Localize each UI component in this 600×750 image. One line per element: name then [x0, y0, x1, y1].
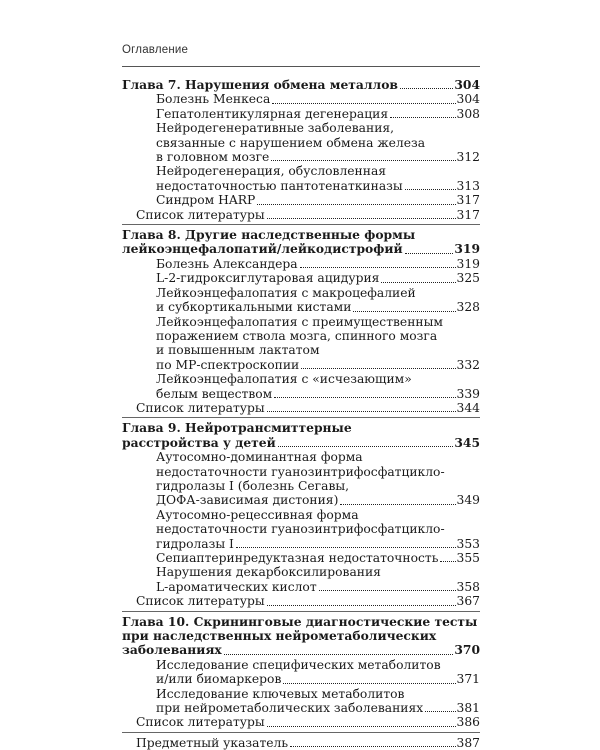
section-entry[interactable] [122, 658, 480, 687]
entry-text-line: Глава 7. Нарушения обмена металлов [122, 77, 398, 92]
entry-text-line: Лейкоэнцефалопатия с макроцефалией [156, 285, 416, 300]
references-label: Список литературы [136, 207, 265, 222]
page-number: 319 [454, 241, 480, 257]
section-entry[interactable] [122, 193, 480, 207]
page-number: 313 [456, 178, 480, 193]
page-number: 328 [456, 300, 480, 315]
dot-leader [390, 117, 455, 118]
entry-text-line: и/или биомаркеров [156, 672, 282, 687]
dot-leader [274, 397, 455, 398]
entry-text-line: Болезнь Александера [156, 256, 298, 271]
dot-leader [319, 590, 456, 591]
dot-leader [267, 411, 456, 412]
entry-text-line: при нейрометаболических заболеваниях [156, 701, 424, 716]
page-number: 367 [456, 594, 480, 609]
dot-leader [405, 253, 454, 254]
section-entry[interactable] [122, 450, 480, 508]
page-number: 304 [454, 77, 480, 92]
page-number: 381 [456, 701, 480, 716]
references-entry[interactable] [122, 401, 480, 415]
section-entry[interactable] [122, 107, 480, 121]
subject-index-entry[interactable] [122, 736, 480, 750]
entry-text-line: Сепиаптеринредуктазная недостаточность [156, 551, 439, 565]
section-entry[interactable] [122, 372, 480, 401]
dot-leader [290, 746, 455, 747]
references-label: Список литературы [136, 715, 265, 730]
page-number: 353 [456, 536, 480, 551]
page-number: 344 [456, 400, 480, 415]
chapter-heading[interactable] [122, 78, 480, 92]
section-entry[interactable] [122, 92, 480, 106]
entry-text-line: поражением ствола мозга, спинного мозга [156, 328, 438, 343]
page-number: 370 [454, 642, 480, 658]
dot-leader [405, 189, 456, 190]
entry-text-line: Исследование специфических метаболитов [156, 657, 441, 672]
entry-text-line: расстройства у детей [122, 434, 276, 450]
chapter-heading[interactable] [122, 615, 480, 658]
entry-text-line: в головном мозге [156, 150, 270, 165]
entry-text-line: L-ароматических кислот [156, 579, 317, 594]
page-number: 387 [456, 735, 480, 750]
subject-index-label: Предметный указатель [136, 735, 289, 750]
dot-leader [425, 711, 455, 712]
dot-leader [278, 446, 454, 447]
entry-text-line: Глава 8. Другие наследственные формы [122, 227, 416, 243]
dot-leader [272, 103, 455, 104]
entry-text-line: гидролазы I (болезнь Сегавы, [156, 478, 350, 493]
section-entry[interactable] [122, 315, 480, 373]
entry-text-line: недостаточности гуанозинтрифосфатцикло- [156, 464, 445, 479]
dot-leader [271, 160, 455, 161]
entry-text-line: и повышенным лактатом [156, 343, 320, 358]
page-number: 308 [456, 106, 480, 121]
entry-text-line: лейкоэнцефалопатий/лейкодистрофий [122, 241, 403, 257]
dot-leader [381, 282, 455, 283]
dot-leader [400, 88, 453, 89]
chapter-heading[interactable] [122, 228, 480, 257]
dot-leader [267, 726, 456, 727]
entry-text-line: Лейкоэнцефалопатия с преимущественным [156, 314, 443, 329]
entry-text-line: Нарушения декарбоксилирования [156, 565, 381, 580]
entry-text-line: при наследственных нейрометаболических [122, 628, 437, 644]
table-of-contents [122, 78, 480, 750]
dot-leader [301, 368, 455, 369]
dot-leader [340, 504, 455, 505]
page-number: 355 [456, 551, 480, 565]
chapter-block [122, 78, 480, 225]
entry-text-line: по МР-спектроскопии [156, 357, 300, 372]
dot-leader [353, 311, 455, 312]
section-entry[interactable] [122, 271, 480, 285]
entry-text-line: Глава 9. Нейротрансмиттерные [122, 420, 352, 436]
page-number: 325 [456, 271, 480, 286]
section-entry[interactable] [122, 551, 480, 565]
chapter-block [122, 421, 480, 611]
references-entry[interactable] [122, 208, 480, 222]
dot-leader [257, 204, 455, 205]
references-entry[interactable] [122, 594, 480, 608]
chapter-block [122, 228, 480, 418]
entry-text-line: недостаточностью пантотенаткиназы [156, 178, 403, 193]
entry-text-line: связанные с нарушением обмена железа [156, 135, 426, 150]
entry-text-line: Болезнь Менкеса [156, 92, 271, 107]
entry-text-line: Исследование ключевых метаболитов [156, 686, 405, 701]
entry-text-line: гидролазы I [156, 536, 234, 551]
entry-text-line: L-2-гидроксиглутаровая ацидурия [156, 271, 380, 286]
page-number: 358 [456, 579, 480, 594]
chapter-heading[interactable] [122, 421, 480, 450]
dot-leader [236, 547, 456, 548]
section-entry[interactable] [122, 286, 480, 315]
header-rule [122, 66, 480, 67]
dot-leader [224, 654, 454, 655]
section-entry[interactable] [122, 164, 480, 193]
dot-leader [283, 683, 455, 684]
entry-text-line: и субкортикальными кистами [156, 300, 352, 315]
entry-text-line: Аутосомно-доминантная форма [156, 450, 363, 465]
page-number: 317 [456, 193, 480, 208]
section-entry[interactable] [122, 508, 480, 551]
dot-leader [300, 267, 456, 268]
dot-leader [440, 561, 455, 562]
references-label: Список литературы [136, 400, 265, 415]
page-number: 345 [454, 434, 480, 450]
page-number: 319 [456, 256, 480, 271]
page-number: 312 [456, 150, 480, 165]
entry-text-line: Лейкоэнцефалопатия с «исчезающим» [156, 372, 412, 387]
entry-text-line: Нейродегенеративные заболевания, [156, 121, 395, 136]
entry-text-line: Синдром HARP [156, 193, 256, 208]
page-number: 332 [456, 357, 480, 372]
references-label: Список литературы [136, 594, 265, 609]
dot-leader [267, 605, 456, 606]
section-entry[interactable] [122, 257, 480, 271]
page-number: 349 [456, 493, 480, 508]
page-number: 386 [456, 715, 480, 730]
entry-text-line: заболеваниях [122, 642, 222, 658]
section-entry[interactable] [122, 687, 480, 716]
chapter-block [122, 615, 480, 733]
dot-leader [267, 218, 456, 219]
page-number: 339 [456, 386, 480, 401]
running-header: Оглавление [122, 44, 189, 56]
entry-text-line: Глава 10. Скрининговые диагностические тесты [122, 613, 478, 629]
page-number: 371 [456, 672, 480, 687]
entry-text-line: недостаточности гуанозинтрифосфатцикло- [156, 522, 445, 537]
entry-text-line: ДОФА-зависимая дистония) [156, 493, 339, 508]
section-entry[interactable] [122, 565, 480, 594]
entry-text-line: Нейродегенерация, обусловленная [156, 164, 387, 179]
page-number: 304 [456, 92, 480, 107]
section-entry[interactable] [122, 121, 480, 164]
entry-text-line: белым веществом [156, 386, 273, 401]
entry-text-line: Аутосомно-рецессивная форма [156, 507, 359, 522]
page-number: 317 [456, 207, 480, 222]
references-entry[interactable] [122, 715, 480, 729]
entry-text-line: Гепатолентикулярная дегенерация [156, 106, 389, 121]
